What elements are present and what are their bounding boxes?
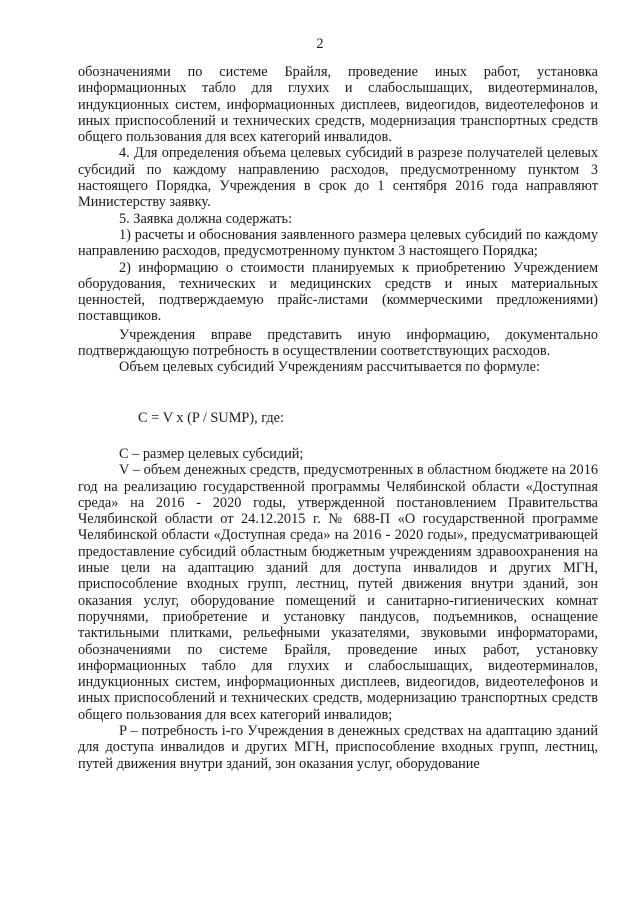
paragraph-formula-intro: Объем целевых субсидий Учреждениям рассчитывается по формуле: (119, 359, 541, 376)
paragraph-continuation: обозначениями по системе Брайля, проведение иных работ, установка информационных табло для глухих и слабослышащих, видеотерминалов, индукционных систем, информационных дисплеев, видеогидов, видеотелефонов и иных приспособлений и технических средств, модернизация транспортных средств общего пользования для всех категорий инвалидов. (78, 64, 598, 146)
definition-p: P – потребность i-го Учреждения в денежных средствах на адаптацию зданий для доступа инвалидов и других МГН, приспособление входных групп, лестниц, путей движения внутри зданий, зон оказания услуг, оборудование (78, 722, 598, 772)
definition-v: V – объем денежных средств, предусмотренных в областном бюджете на 2016 год на реализацию государственной программы Челябинской области «Доступная среда» на 2016 - 2020 годы, утвержденной постановлением Правительства Челябинской области от 24.12.2015 г. № 688-П «О государственной программе Челябинской области «Доступная среда» на 2016 - 2020 годы», предусматривающей предоставление субсидий областным бюджетным учреждениям здравоохранения на иные цели на адаптацию зданий для доступа инвалидов и других МГН, приспособление входных групп, лестниц, путей движения внутри зданий, зон оказания услуг, оборудование помещений и санитарно-гигиенических комнат поручнями, приобретение и установку пандусов, подъемников, оснащение тактильными плитками, рельефными указателями, звуковыми информаторами, обозначениями по системе Брайля, проведение иных работ, установку информационных табло для глухих и слабослышащих, видеотерминалов, индукционных систем, информационных дисплеев, видеогидов, видеотелефонов и иных приспособлений и технических средств, модернизацию транспортных средств общего пользования для всех категорий инвалидов; (78, 462, 598, 723)
paragraph-item-4: 4. Для определения объема целевых субсидий в разрезе получателей целевых субсидий по каждому направлению расходов, предусмотренному пунктом 3 настоящего Порядка, Учреждения в срок до 1 сентября 2016 года направляют Министерству заявку. (78, 145, 598, 211)
paragraph-item-5: 5. Заявка должна содержать: (119, 210, 293, 227)
paragraph-additional-info: Учреждения вправе представить иную информацию, документально подтверждающую потребность в осуществлении соответствующих расходов. (78, 326, 598, 360)
page-number: 2 (316, 36, 324, 52)
formula: С = V x (P / SUMP), где: (138, 409, 285, 426)
paragraph-subitem-1: 1) расчеты и обоснования заявленного размера целевых субсидий по каждому направлению расходов, предусмотренному пунктом 3 настоящего Порядка; (78, 226, 598, 260)
paragraph-subitem-2: 2) информацию о стоимости планируемых к приобретению Учреждением оборудования, технических и медицинских средств и иных материальных ценностей, подтверждаемую прайс-листами (коммерческими предложениями) поставщиков. (78, 259, 598, 325)
document-body (78, 64, 598, 772)
definition-c: С – размер целевых субсидий; (119, 445, 304, 462)
